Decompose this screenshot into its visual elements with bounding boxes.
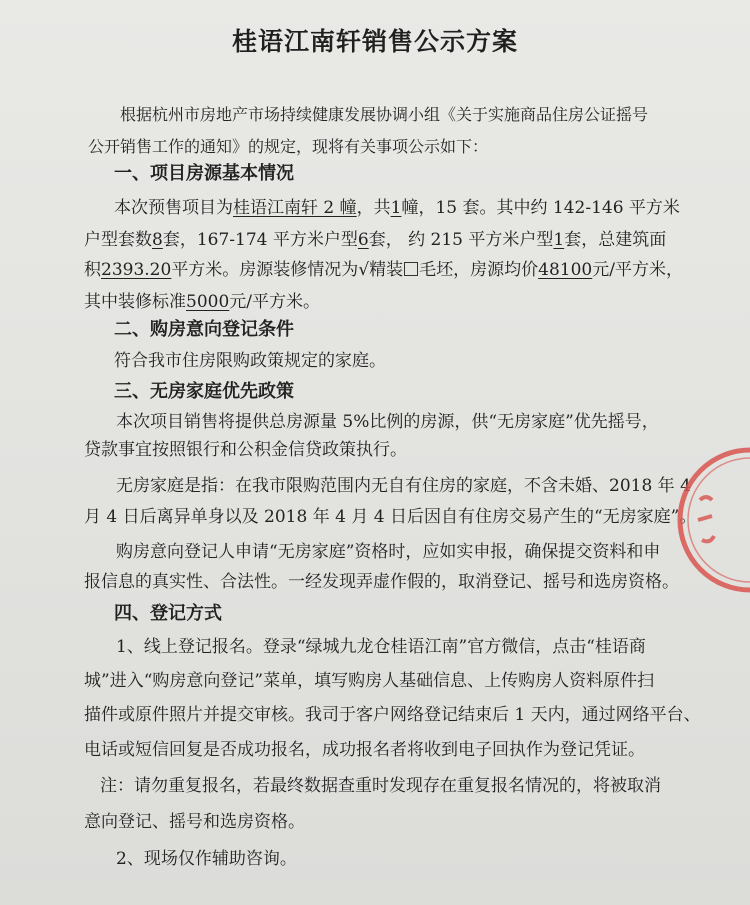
red-seal-stamp-icon [670,440,750,600]
section1-heading: 一、项目房源基本情况 [114,163,294,184]
section3-p2-line-1: 无房家庭是指：在我市限购范围内无自有住房的家庭，不含未婚、2018 年 4 [116,476,691,496]
document-title: 桂语江南轩销售公示方案 [231,27,518,56]
section4-p1-line-4: 电话或短信回复是否成功报名，成功报名者将收到电子回执作为登记凭证。 [84,740,645,760]
section4-p1-line-3: 描件或原件照片并提交审核。我司于客户网络登记结束后 1 天内，通过网络平台、 [84,705,701,725]
section2-text: 符合我市住房限购政策规定的家庭。 [114,351,386,371]
note-line-1: 注：请勿重复报名，若最终数据查重时发现存在重复报名情况的，将被取消 [100,776,661,796]
section3-p3-line-1: 购房意向登记人申请“无房家庭”资格时，应如实申报，确保提交资料和申 [116,542,661,562]
section4-heading: 四、登记方式 [114,603,222,624]
section3-p1-line-2: 贷款事宜按照银行和公积金信贷政策执行。 [84,440,407,460]
note-line-2: 意向登记、摇号和选房资格。 [84,812,305,832]
section1-line-4: 其中装修标准5000元/平方米。 [84,292,320,312]
checked-mark-icon: √ [358,260,370,280]
section1-line-2: 户型套数8套，167-174 平方米户型6套， 约 215 平方米户型1套，总建筑面 [84,230,667,250]
section4-p1-line-2: 城”进入“购房意向登记”菜单，填写购房人基础信息、上传购房人资料原件扫 [84,671,655,691]
unchecked-box-icon [404,262,418,276]
section3-p1-line-1: 本次项目销售将提供总房源量 5%比例的房源，供“无房家庭”优先摇号， [116,412,659,432]
intro-line-2: 公开销售工作的通知》的规定，现将有关事项公示如下： [88,137,489,156]
section1-line-3: 积2393.20平方米。房源装修情况为√精装 毛坯，房源均价48100元/平方米， [84,260,683,280]
section4-p2: 2、现场仅作辅助咨询。 [116,849,297,869]
section3-p2-line-2: 月 4 日后离异单身以及 2018 年 4 月 4 日后因自有住房交易产生的“无房家庭”。 [84,507,697,527]
section3-heading: 三、无房家庭优先政策 [114,381,294,402]
section4-p1-line-1: 1、线上登记报名。登录“绿城九龙仓桂语江南”官方微信，点击“桂语商 [116,637,646,657]
intro-line-1: 根据杭州市房地产市场持续健康发展协调小组《关于实施商品住房公证摇号 [120,105,649,124]
section2-heading: 二、购房意向登记条件 [114,319,294,340]
section1-line-1: 本次预售项目为桂语江南轩 2 幢，共1幢，15 套。其中约 142-146 平方米 [114,198,680,218]
section3-p3-line-2: 报信息的真实性、合法性。一经发现弄虚作假的，取消登记、摇号和选房资格。 [84,572,679,592]
